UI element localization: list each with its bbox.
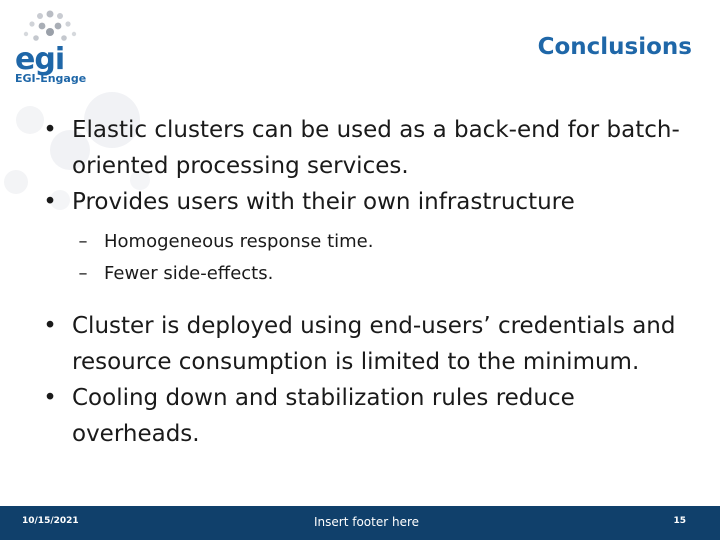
sub-bullet-list [28,226,688,290]
footer-text: Insert footer here [314,515,420,529]
bullet-item: • Cluster is deployed using end-users’ credentials and resource consumption is limited to the minimum. [28,308,688,380]
logo-wordmark: egi [15,42,65,77]
logo-subtitle: EGI-Engage [15,72,87,85]
footer-date: 10/15/2021 [22,516,79,526]
slide-title: Conclusions [537,34,692,60]
page-number: 15 [673,516,686,526]
bullet-item: • Elastic clusters can be used as a back-end for batch-oriented processing services. [28,112,688,184]
slide-content [28,112,688,452]
bullet-item: • Cooling down and stabilization rules reduce overheads. [28,380,688,452]
footer-bar [0,506,720,540]
sub-bullet-item: – Homogeneous response time. [28,226,688,258]
bullet-item: • Provides users with their own infrastructure [28,184,688,220]
sub-bullet-item: – Fewer side-effects. [28,258,688,290]
